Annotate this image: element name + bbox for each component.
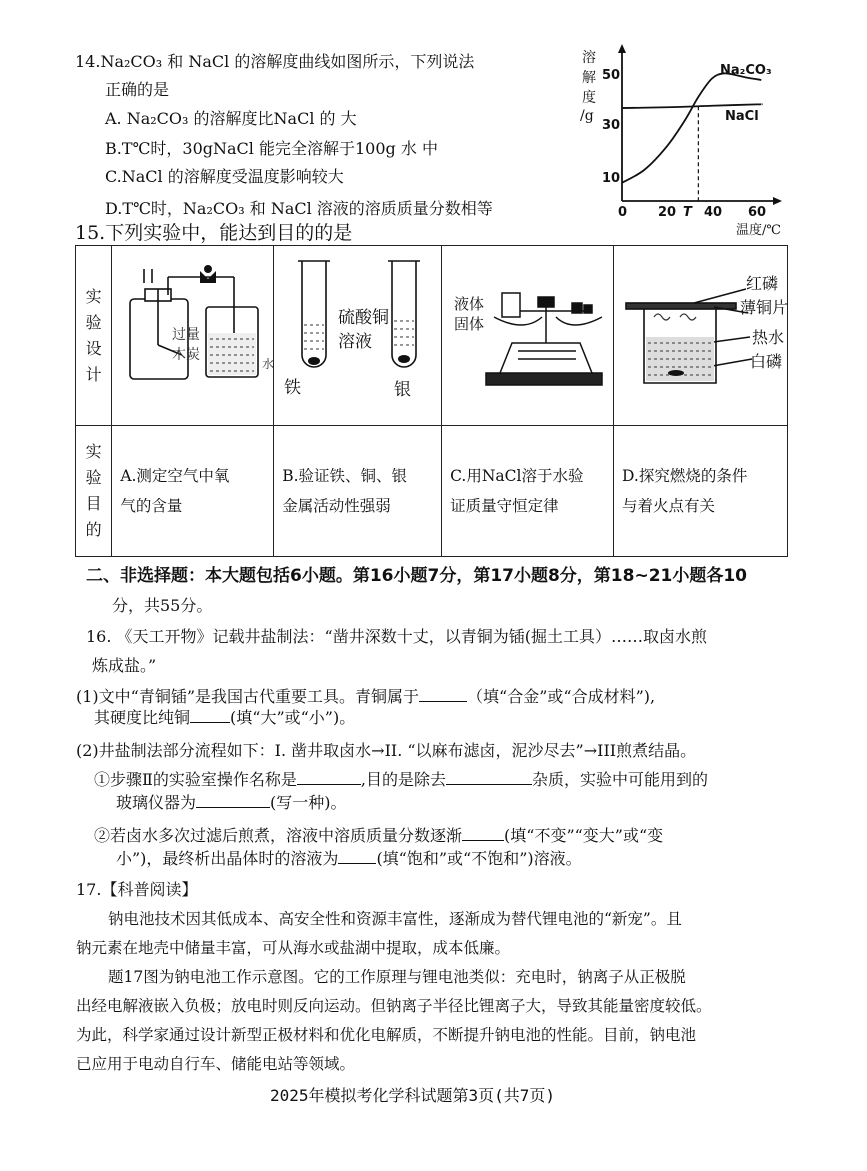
design-a: [112, 246, 274, 426]
label-water: 水: [262, 356, 275, 371]
q16-stem-line1: 16. 《天工开物》记载井盐制法：“凿井深数十丈，以青铜为锸(掘土工具）……取卤水煎: [86, 627, 707, 646]
label-cuso4: 硫酸铜: [338, 307, 390, 328]
q16-part2-flow: (2)井盐制法部分流程如下：I. 凿井取卤水→II. “以麻布滤卤，泥沙尽去”→III煎煮结晶。: [76, 741, 697, 760]
chart-xlabel: 温度/℃: [736, 223, 781, 238]
apparatus-c-balance: [442, 247, 612, 425]
label-iron: 铁: [284, 377, 302, 398]
design-c: [442, 246, 614, 426]
chart-ylabel-1: 溶: [582, 50, 596, 66]
purpose-b: B.验证铁、铜、银 金属活动性强弱: [274, 426, 442, 557]
q16-part2-sub2-line2: 小”)，最终析出晶体时的溶液为 (填“饱和”或“不饱和”)溶液。: [116, 849, 582, 868]
q16-stem-line2: 炼成盐。”: [92, 656, 157, 675]
label-hot-water: 热水: [752, 327, 785, 347]
q16-part1-line1: (1)文中“青铜锸”是我国古代重要工具。青铜属于 （填“合金”或“合成材料”),: [76, 687, 656, 706]
q15-stem: 15.下列实验中，能达到目的的是: [75, 222, 353, 244]
answer-blank-impurity[interactable]: [446, 770, 532, 785]
experiment-table: [75, 245, 788, 557]
chart-xtick-40: 40: [704, 205, 723, 220]
chart-ytick-30: 30: [602, 118, 621, 133]
row-header-char: 实: [85, 442, 102, 461]
answer-blank-fraction[interactable]: [462, 826, 504, 841]
label-solid: 固体: [454, 314, 485, 333]
chart-xtick-0: 0: [618, 205, 628, 220]
row-header-char: 设: [85, 338, 102, 358]
q17-para1-line2: 钠元素在地壳中储量丰富，可从海水或盐湖中提取，成本低廉。: [76, 939, 511, 957]
label-solution: 溶液: [338, 331, 373, 352]
solubility-chart: [570, 38, 800, 238]
label-silver: 银: [394, 379, 412, 400]
label-red-phosphorus: 红磷: [746, 273, 779, 293]
chart-ytick-10: 10: [602, 171, 621, 186]
answer-blank-operation[interactable]: [297, 770, 361, 785]
answer-blank-saturation[interactable]: [338, 849, 376, 864]
q17-para2-line1: 题17图为钠电池工作示意图。它的工作原理与锂电池类似：充电时，钠离子从正极脱: [108, 968, 686, 986]
section-2-title-cont: 分，共55分。: [112, 596, 213, 615]
row-header-char: 验: [85, 312, 102, 332]
series-line-na2co3: [622, 73, 761, 183]
q16-part2-sub1-line1: ①步骤Ⅱ的实验室操作名称是 ,目的是除去 杂质，实验中可能用到的: [94, 770, 708, 789]
apparatus-b-metals: [274, 247, 440, 425]
purpose-d: D.探究燃烧的条件 与着火点有关: [614, 426, 788, 557]
label-white-phosphorus: 白磷: [750, 351, 783, 371]
q16-part2-sub2-line1: ②若卤水多次过滤后煎煮，溶液中溶质质量分数逐渐 (填“不变”“变大”或“变: [94, 826, 664, 845]
silver-piece: [398, 355, 410, 363]
chart-ylabel-3: 度: [582, 90, 596, 106]
q17-para2-line3: 为此，科学家通过设计新型正极材料和优化电解质，不断提升钠电池的性能。目前，钠电池: [76, 1026, 697, 1044]
q16-part1-line2: 其硬度比纯铜 (填“大”或“小”)。: [94, 708, 356, 727]
q14-stem-line1: 14.Na₂CO₃ 和 NaCl 的溶解度曲线如图所示，下列说法: [75, 52, 475, 71]
row-header-char: 目: [85, 494, 102, 513]
chart-series-label-na2co3: Na₂CO₃: [720, 63, 772, 78]
apparatus-d-combustion: [614, 247, 789, 425]
q16-part2-sub1-line2: 玻璃仪器为 (写一种)。: [116, 793, 347, 812]
chart-series-label-nacl: NaCl: [725, 109, 759, 124]
chart-ylabel-2: 解: [582, 70, 596, 86]
label-copper-sheet: 薄铜片: [740, 297, 789, 317]
design-b: [274, 246, 442, 426]
q14-option-c: C.NaCl 的溶解度受温度影响较大: [105, 167, 344, 186]
chart-ylabel-4: /g: [580, 108, 594, 124]
row-header-char: 的: [85, 520, 102, 539]
q17-para1-line1: 钠电池技术因其低成本、高安全性和资源丰富性，逐渐成为替代锂电池的“新宠”。且: [108, 910, 682, 928]
q17-heading: 17.【科普阅读】: [76, 880, 198, 899]
chart-xtick-60: 60: [748, 205, 767, 220]
purpose-c: C.用NaCl溶于水验 证质量守恒定律: [442, 426, 614, 557]
q14-stem-line2: 正确的是: [105, 80, 170, 99]
chart-xtick-T: T: [683, 205, 692, 220]
row-header-char: 计: [85, 364, 102, 384]
section-2-title: 二、非选择题：本大题包括6小题。第16小题7分，第17小题8分，第18~21小题各10: [86, 566, 748, 586]
iron-piece: [308, 357, 320, 365]
q14-option-b: B.T℃时，30gNaCl 能完全溶解于100g 水 中: [105, 139, 438, 158]
label-excess: 过量: [172, 326, 201, 343]
apparatus-a-oxygen: [112, 247, 275, 425]
label-charcoal: 木炭: [172, 346, 201, 363]
answer-blank-glassware[interactable]: [196, 793, 270, 808]
design-d: [614, 246, 788, 426]
label-liquid: 液体: [454, 294, 485, 313]
q17-para2-line2: 出经电解液嵌入负极；放电时则反向运动。但钠离子半径比锂离子大，导致其能量密度较低。: [76, 997, 712, 1015]
row-header-purpose: [76, 426, 112, 557]
answer-blank-hardness[interactable]: [190, 708, 230, 723]
q17-para2-line4: 已应用于电动自行车、储能电站等领域。: [76, 1055, 356, 1073]
q14-option-d: D.T℃时，Na₂CO₃ 和 NaCl 溶液的溶质质量分数相等: [105, 199, 493, 218]
answer-blank-alloy[interactable]: [419, 687, 467, 702]
page-footer: 2025年模拟考化学科试题第3页(共7页): [270, 1086, 556, 1105]
q14-option-a: A. Na₂CO₃ 的溶解度比NaCl 的 大: [105, 109, 357, 128]
purpose-a: A.测定空气中氧 气的含量: [112, 426, 274, 557]
chart-xtick-20: 20: [658, 205, 677, 220]
chart-ytick-50: 50: [602, 68, 621, 83]
row-header-char: 验: [85, 468, 102, 487]
row-header-design: [76, 246, 112, 426]
row-header-char: 实: [85, 286, 102, 306]
